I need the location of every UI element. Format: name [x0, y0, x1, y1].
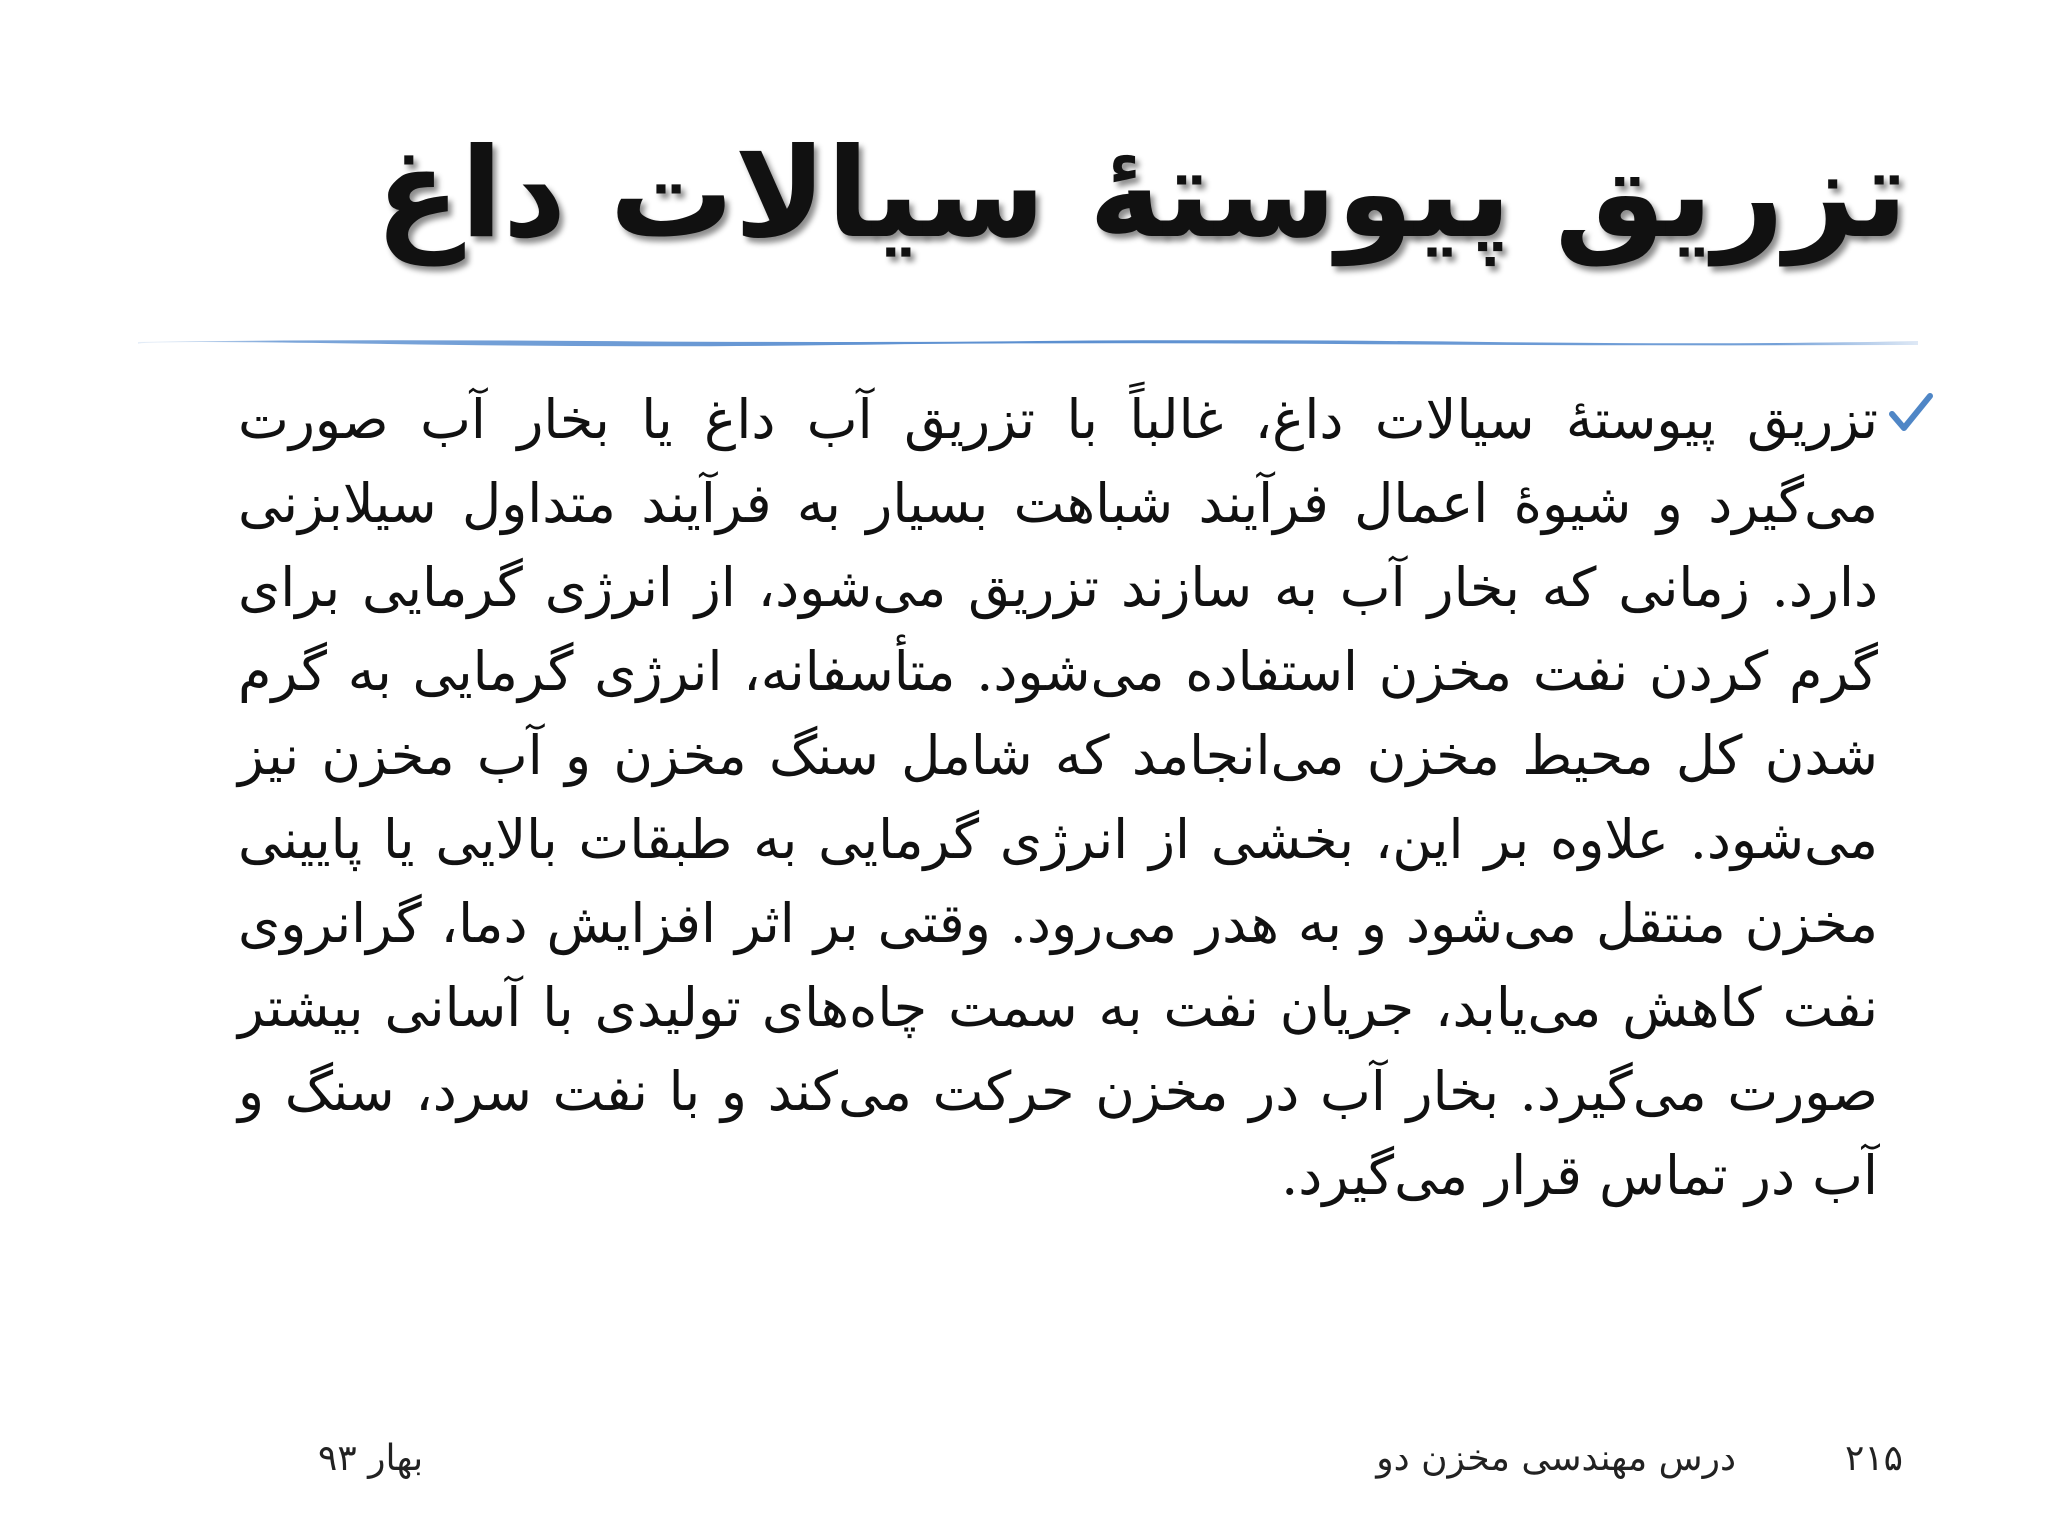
body-paragraph: تزریق پیوستهٔ سیالات داغ، غالباً با تزریق آب داغ یا بخار آب صورت می‌گیرد و شیوهٔ اعمال فرآیند شباهت بسیار به فرآیند متداول سیلابزنی دارد. زمانی که بخار آب به سازند تزریق می‌شود، از انرژی گرمایی برای گرم کردن نفت مخزن استفاده می‌شود. متأسفانه، انرژی گرمایی به گرم شدن کل محیط مخزن می‌انجامد که شامل سنگ مخزن و آب مخزن نیز می‌شود. علاوه بر این، بخشی از انرژی گرمایی به طبقات بالایی یا پایینی مخزن منتقل می‌شود و به هدر می‌رود. وقتی بر اثر افزایش دما، گرانروی نفت کاهش می‌یابد، جریان نفت به سمت چاه‌های تولیدی با آسانی بیشتر صورت می‌گیرد. بخار آب در مخزن حرکت می‌کند و با نفت سرد، سنگ و آب در تماس قرار می‌گیرد.: [238, 388, 1878, 1207]
footer-course-name: درس مهندسی مخزن دو: [1376, 1438, 1736, 1479]
footer-term: بهار ۹۳: [318, 1438, 424, 1479]
title-divider: [138, 336, 1918, 348]
footer-page-number: ۲۱۵: [1844, 1438, 1903, 1479]
body-bullet: [238, 378, 1878, 1218]
slide-title: تزریق پیوستهٔ سیالات داغ: [375, 122, 1908, 266]
checkmark-icon: [1886, 388, 1936, 438]
